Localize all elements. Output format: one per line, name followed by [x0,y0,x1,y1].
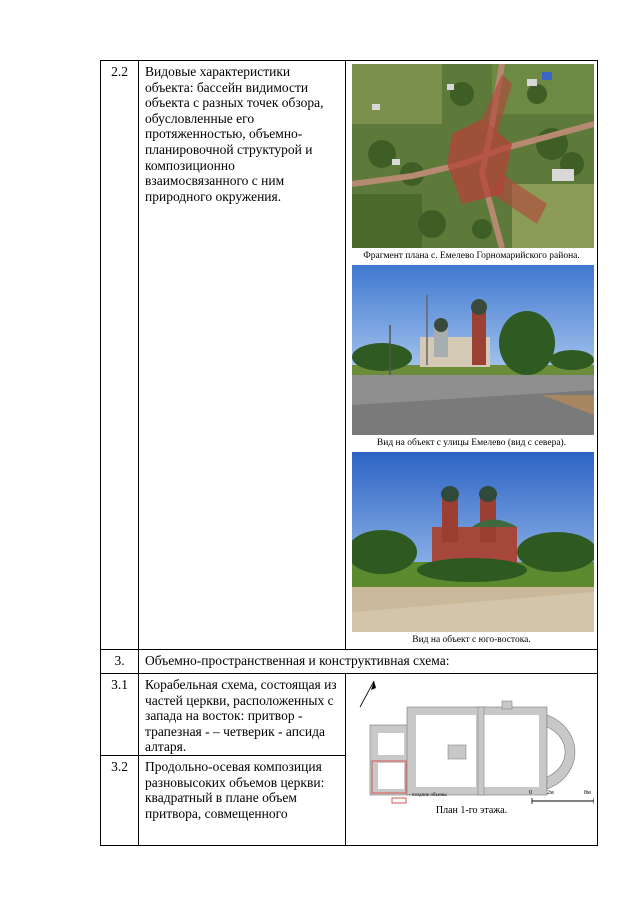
row-number: 3.2 [101,756,139,846]
floor-plan-cell [346,674,598,846]
floor-plan-caption: План 1-го этажа. [435,805,508,816]
church-north-caption: Вид на объект с улицы Емелево (вид с севера). [376,438,567,448]
passport-table [100,60,598,846]
section-title: Объемно-пространственная и конструктивная схема: [139,650,598,674]
row-number: 2.2 [101,61,139,650]
row-number: 3.1 [101,674,139,756]
church-southeast-caption: Вид на объект с юго-востока. [412,635,531,645]
scale-label-2m: 2м [547,790,554,796]
church-north-photo [352,265,594,435]
row-number: 3. [101,650,139,674]
scale-label-8m: 8м [584,790,591,796]
floor-plan-drawing [352,677,594,805]
images-cell [346,61,598,650]
row-text: Корабельная схема, состоящая из частей церкви, расположенных с запада на восток: притвор - трапезная - – четверик - апсида алтаря. [139,674,346,756]
table-row-3-1 [101,674,598,756]
church-southeast-photo [352,452,594,632]
aerial-map-image [352,64,594,248]
row-text: Продольно-осевая композиция разновысоких объемов церкви: квадратный в плане объем притвора, совмещенного [139,756,346,846]
plan-legend: - поздние объемы [409,793,447,798]
aerial-map-caption: Фрагмент плана с. Емелево Горномарийского района. [363,251,580,261]
row-text: Видовые характеристики объекта: бассейн видимости объекта с разных точек обзора, обусловленные его протяженностью, объемно-планировочной структурой и композиционно взаимосвязанного с ним природного окружения. [139,61,346,650]
table-row-2-2 [101,61,598,650]
north-arrow-icon [360,681,376,707]
scale-label-0: 0 [529,790,532,796]
table-row-3 [101,650,598,674]
